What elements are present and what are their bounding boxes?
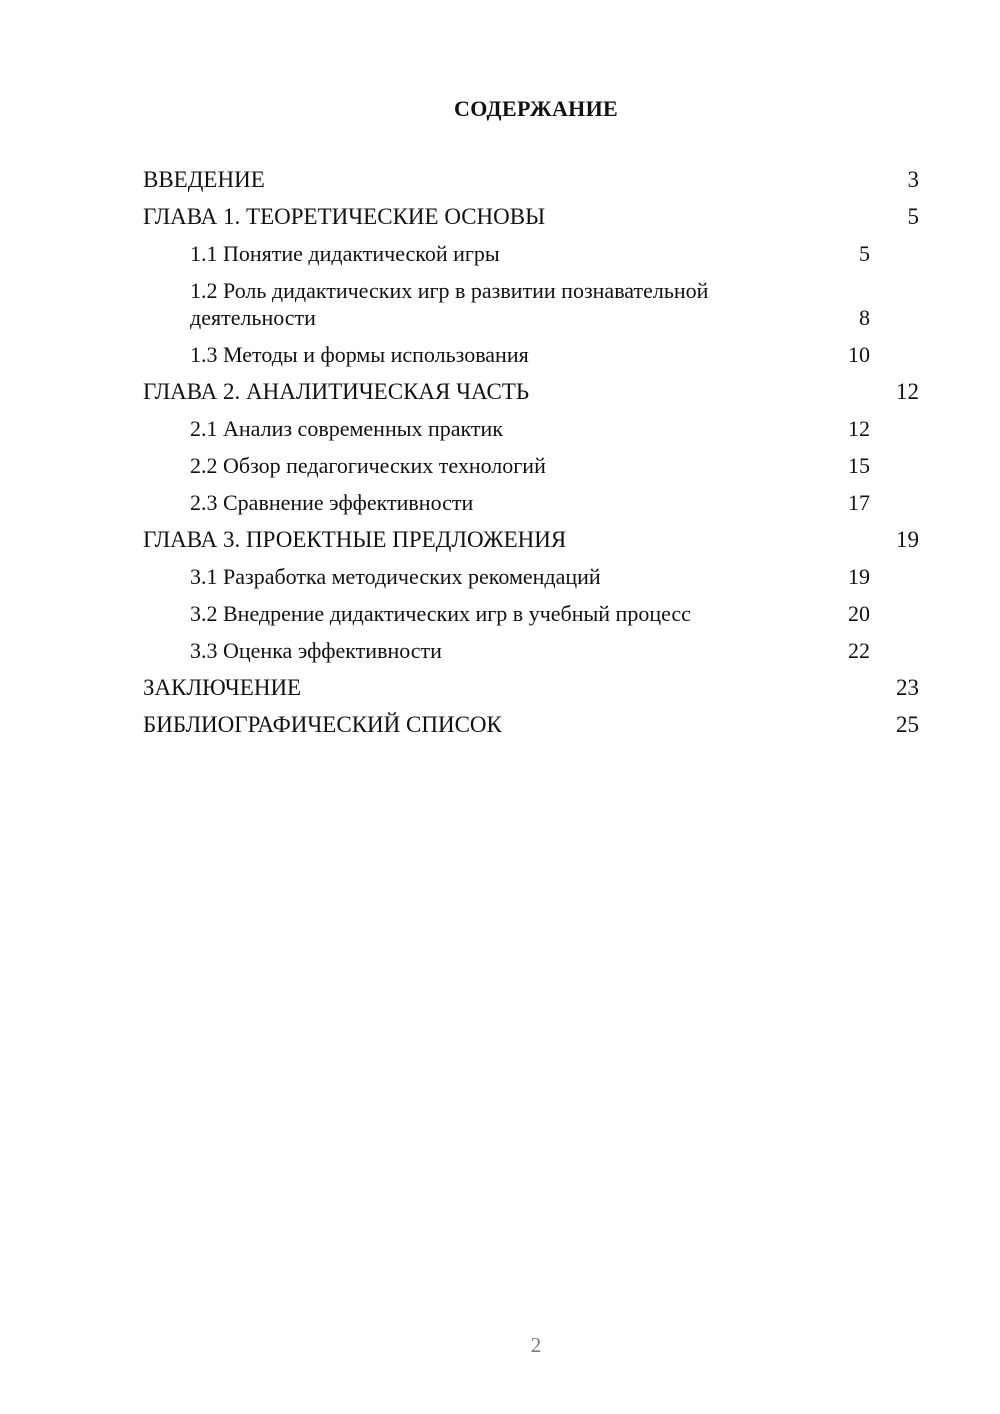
toc-entry-text: ГЛАВА 2. АНАЛИТИЧЕСКАЯ ЧАСТЬ (143, 379, 530, 404)
page-title: СОДЕРЖАНИЕ (454, 96, 618, 121)
toc-entry-page: 8 (859, 305, 870, 330)
toc-entry-introduction[interactable] (143, 166, 919, 193)
page-number: 2 (530, 1333, 542, 1357)
toc-entry-text: БИБЛИОГРАФИЧЕСКИЙ СПИСОК (143, 712, 502, 737)
toc-entry-section-1-1[interactable] (143, 240, 919, 267)
toc-entry-chapter-3[interactable] (143, 526, 919, 553)
toc-entry-text: 3.3 Оценка эффективности (190, 638, 442, 663)
toc-entry-text: 2.3 Сравнение эффективности (190, 490, 474, 515)
toc-entry-section-2-2[interactable] (143, 452, 919, 479)
toc-entry-text: 2.1 Анализ современных практик (190, 416, 504, 441)
toc-entry-text: 3.2 Внедрение дидактических игр в учебный процесс (190, 601, 691, 626)
toc-entry-chapter-2[interactable] (143, 378, 919, 405)
table-of-contents (143, 166, 919, 748)
toc-entry-page: 12 (896, 379, 919, 404)
toc-entry-page: 17 (848, 490, 870, 515)
toc-entry-text: ГЛАВА 3. ПРОЕКТНЫЕ ПРЕДЛОЖЕНИЯ (143, 527, 567, 552)
toc-entry-page: 20 (848, 601, 870, 626)
toc-entry-text: 1.2 Роль дидактических игр в развитии познавательной деятельности (190, 278, 709, 330)
toc-entry-chapter-1[interactable] (143, 203, 919, 230)
toc-entry-page: 19 (896, 527, 919, 552)
toc-entry-page: 12 (848, 416, 870, 441)
toc-entry-text: 1.3 Методы и формы использования (190, 342, 529, 367)
toc-entry-page: 23 (896, 675, 919, 700)
toc-entry-conclusion[interactable] (143, 674, 919, 701)
toc-entry-section-1-2[interactable] (143, 277, 919, 331)
toc-entry-page: 15 (848, 453, 870, 478)
toc-entry-text: ВВЕДЕНИЕ (143, 167, 265, 192)
toc-entry-section-3-3[interactable] (143, 637, 919, 664)
toc-entry-page: 19 (848, 564, 870, 589)
toc-entry-text: 2.2 Обзор педагогических технологий (190, 453, 546, 478)
toc-entry-section-2-1[interactable] (143, 415, 919, 442)
toc-entry-section-1-3[interactable] (143, 341, 919, 368)
toc-entry-text: ЗАКЛЮЧЕНИЕ (143, 675, 302, 700)
toc-entry-page: 3 (907, 167, 919, 192)
toc-entry-page: 22 (848, 638, 870, 663)
toc-entry-section-3-1[interactable] (143, 563, 919, 590)
toc-entry-text: 3.1 Разработка методических рекомендаций (190, 564, 601, 589)
toc-entry-section-2-3[interactable] (143, 489, 919, 516)
toc-entry-section-3-2[interactable] (143, 600, 919, 627)
toc-entry-page: 5 (907, 204, 919, 229)
toc-entry-text: ГЛАВА 1. ТЕОРЕТИЧЕСКИЕ ОСНОВЫ (143, 204, 546, 229)
toc-entry-text: 1.1 Понятие дидактической игры (190, 241, 500, 266)
toc-entry-bibliography[interactable] (143, 711, 919, 738)
toc-entry-page: 5 (859, 241, 870, 266)
toc-entry-page: 25 (896, 712, 919, 737)
toc-entry-page: 10 (848, 342, 870, 367)
